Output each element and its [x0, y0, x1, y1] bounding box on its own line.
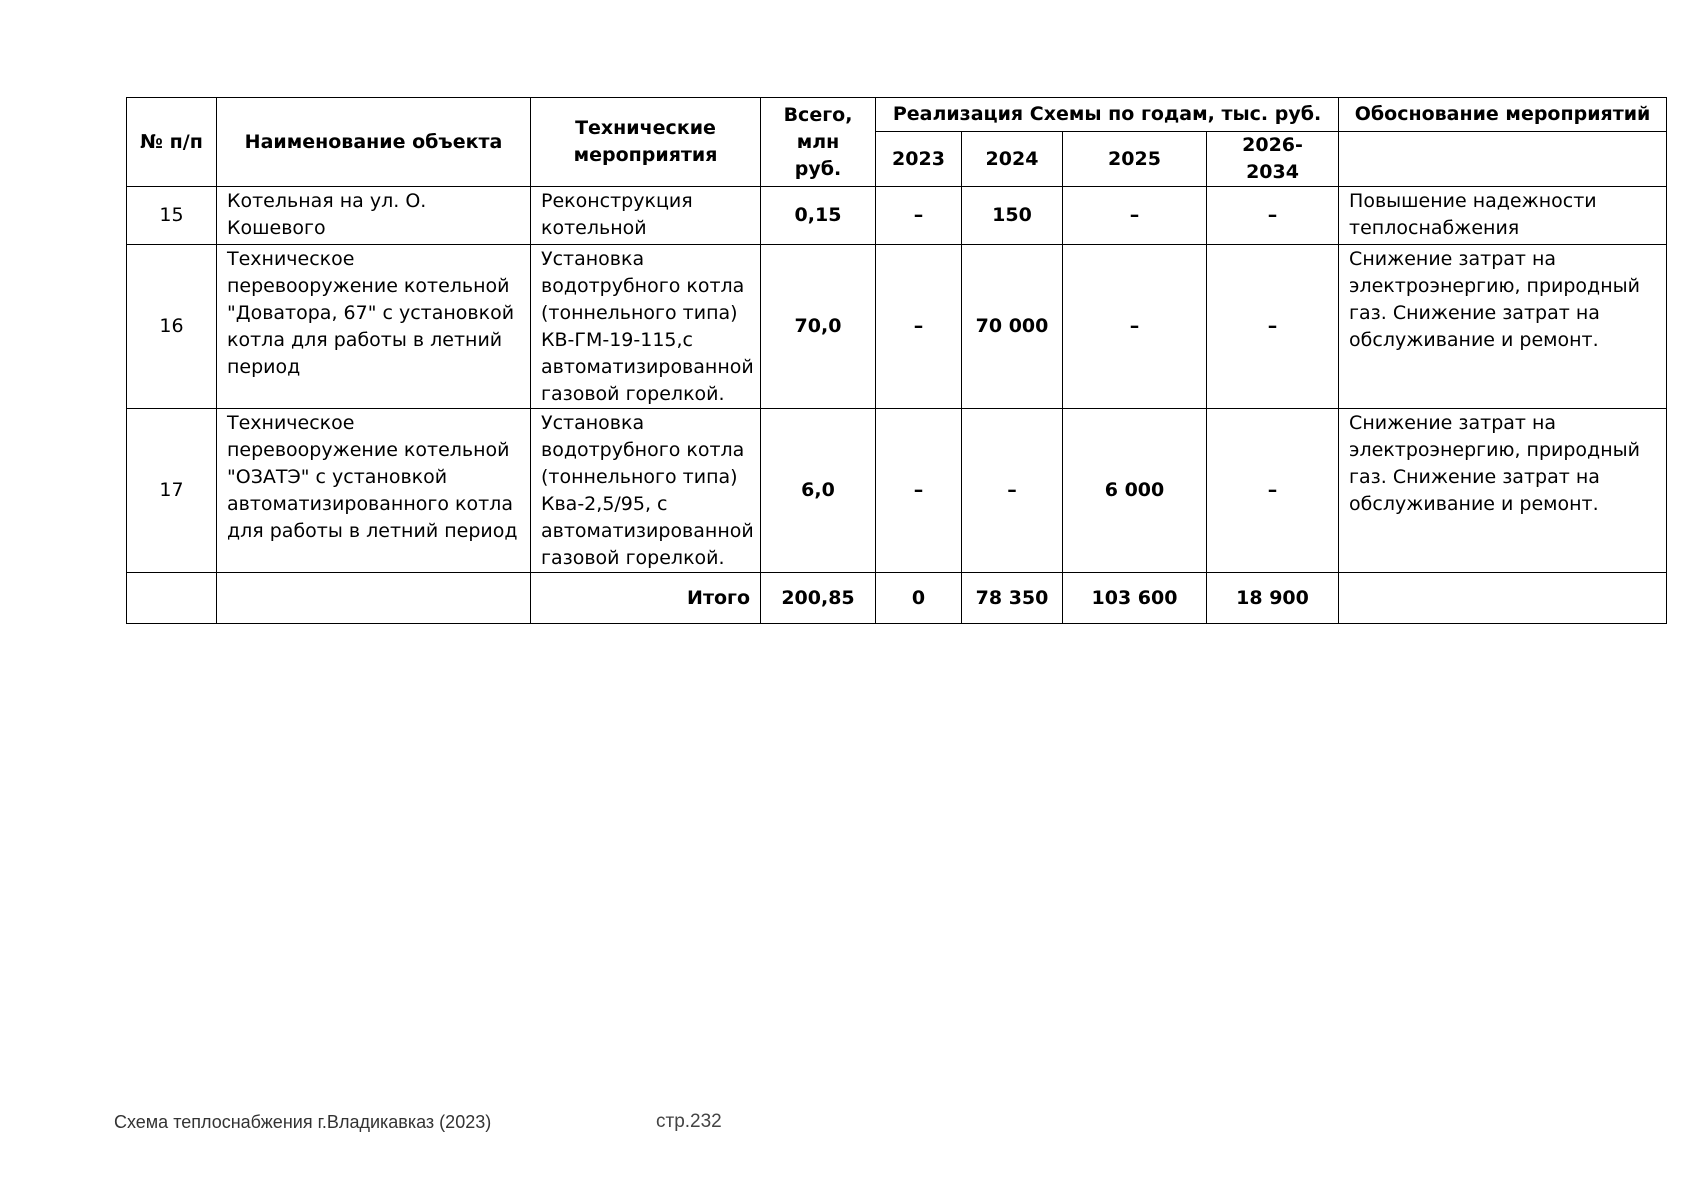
header-justification-empty	[1339, 132, 1667, 187]
table-header	[127, 98, 1667, 187]
row-2026-2034: –	[1207, 245, 1339, 409]
row-2026-2034: –	[1207, 187, 1339, 245]
row-num: 17	[127, 409, 217, 573]
header-years-group: Реализация Схемы по годам, тыс. руб.	[876, 98, 1339, 132]
row-num: 15	[127, 187, 217, 245]
row-2023: –	[876, 187, 962, 245]
row-total: 6,0	[761, 409, 876, 573]
row-object-name: Котельная на ул. О. Кошевого	[217, 187, 531, 245]
row-2024: 150	[962, 187, 1063, 245]
header-justification: Обоснование мероприятий	[1339, 98, 1667, 132]
row-measures: Установка водотрубного котла (тоннельного типа) Ква-2,5/95, с автоматизированной газовой горелкой.	[531, 409, 761, 573]
table-body	[127, 187, 1667, 624]
row-justification: Повышение надежности теплоснабжения	[1339, 187, 1667, 245]
totals-row	[127, 573, 1667, 624]
row-2024: 70 000	[962, 245, 1063, 409]
row-justification: Снижение затрат на электроэнергию, природный газ. Снижение затрат на обслуживание и ремонт.	[1339, 245, 1667, 409]
row-total: 70,0	[761, 245, 876, 409]
totals-2025: 103 600	[1063, 573, 1207, 624]
totals-num-empty	[127, 573, 217, 624]
totals-name-empty	[217, 573, 531, 624]
row-measures: Установка водотрубного котла (тоннельного типа) КВ-ГМ-19-115,с автоматизированной газовой горелкой.	[531, 245, 761, 409]
row-2023: –	[876, 409, 962, 573]
row-measures: Реконструкция котельной	[531, 187, 761, 245]
row-2025: –	[1063, 245, 1207, 409]
header-year-2025: 2025	[1063, 132, 1207, 187]
row-justification: Снижение затрат на электроэнергию, природный газ. Снижение затрат на обслуживание и ремонт.	[1339, 409, 1667, 573]
header-year-2026-2034: 2026-2034	[1207, 132, 1339, 187]
row-object-name: Техническое перевооружение котельной "ОЗАТЭ" с установкой автоматизированного котла для работы в летний период	[217, 409, 531, 573]
totals-label: Итого	[531, 573, 761, 624]
totals-total: 200,85	[761, 573, 876, 624]
header-measures: Технические мероприятия	[531, 98, 761, 187]
totals-2023: 0	[876, 573, 962, 624]
investment-table	[126, 97, 1667, 624]
header-year-2024: 2024	[962, 132, 1063, 187]
totals-2026-2034: 18 900	[1207, 573, 1339, 624]
row-2024: –	[962, 409, 1063, 573]
table-row	[127, 409, 1667, 573]
footer-page-number: стр.232	[656, 1111, 722, 1132]
footer-document-title: Схема теплоснабжения г.Владикавказ (2023)	[114, 1112, 492, 1132]
row-2025: 6 000	[1063, 409, 1207, 573]
row-object-name: Техническое перевооружение котельной "Доватора, 67" с установкой котла для работы в летний период	[217, 245, 531, 409]
totals-justification-empty	[1339, 573, 1667, 624]
row-total: 0,15	[761, 187, 876, 245]
row-num: 16	[127, 245, 217, 409]
header-total: Всего, млн руб.	[761, 98, 876, 187]
header-year-2023: 2023	[876, 132, 962, 187]
table-row	[127, 187, 1667, 245]
row-2025: –	[1063, 187, 1207, 245]
totals-2024: 78 350	[962, 573, 1063, 624]
header-object-name: Наименование объекта	[217, 98, 531, 187]
table-row	[127, 245, 1667, 409]
row-2023: –	[876, 245, 962, 409]
row-2026-2034: –	[1207, 409, 1339, 573]
header-num: № п/п	[127, 98, 217, 187]
